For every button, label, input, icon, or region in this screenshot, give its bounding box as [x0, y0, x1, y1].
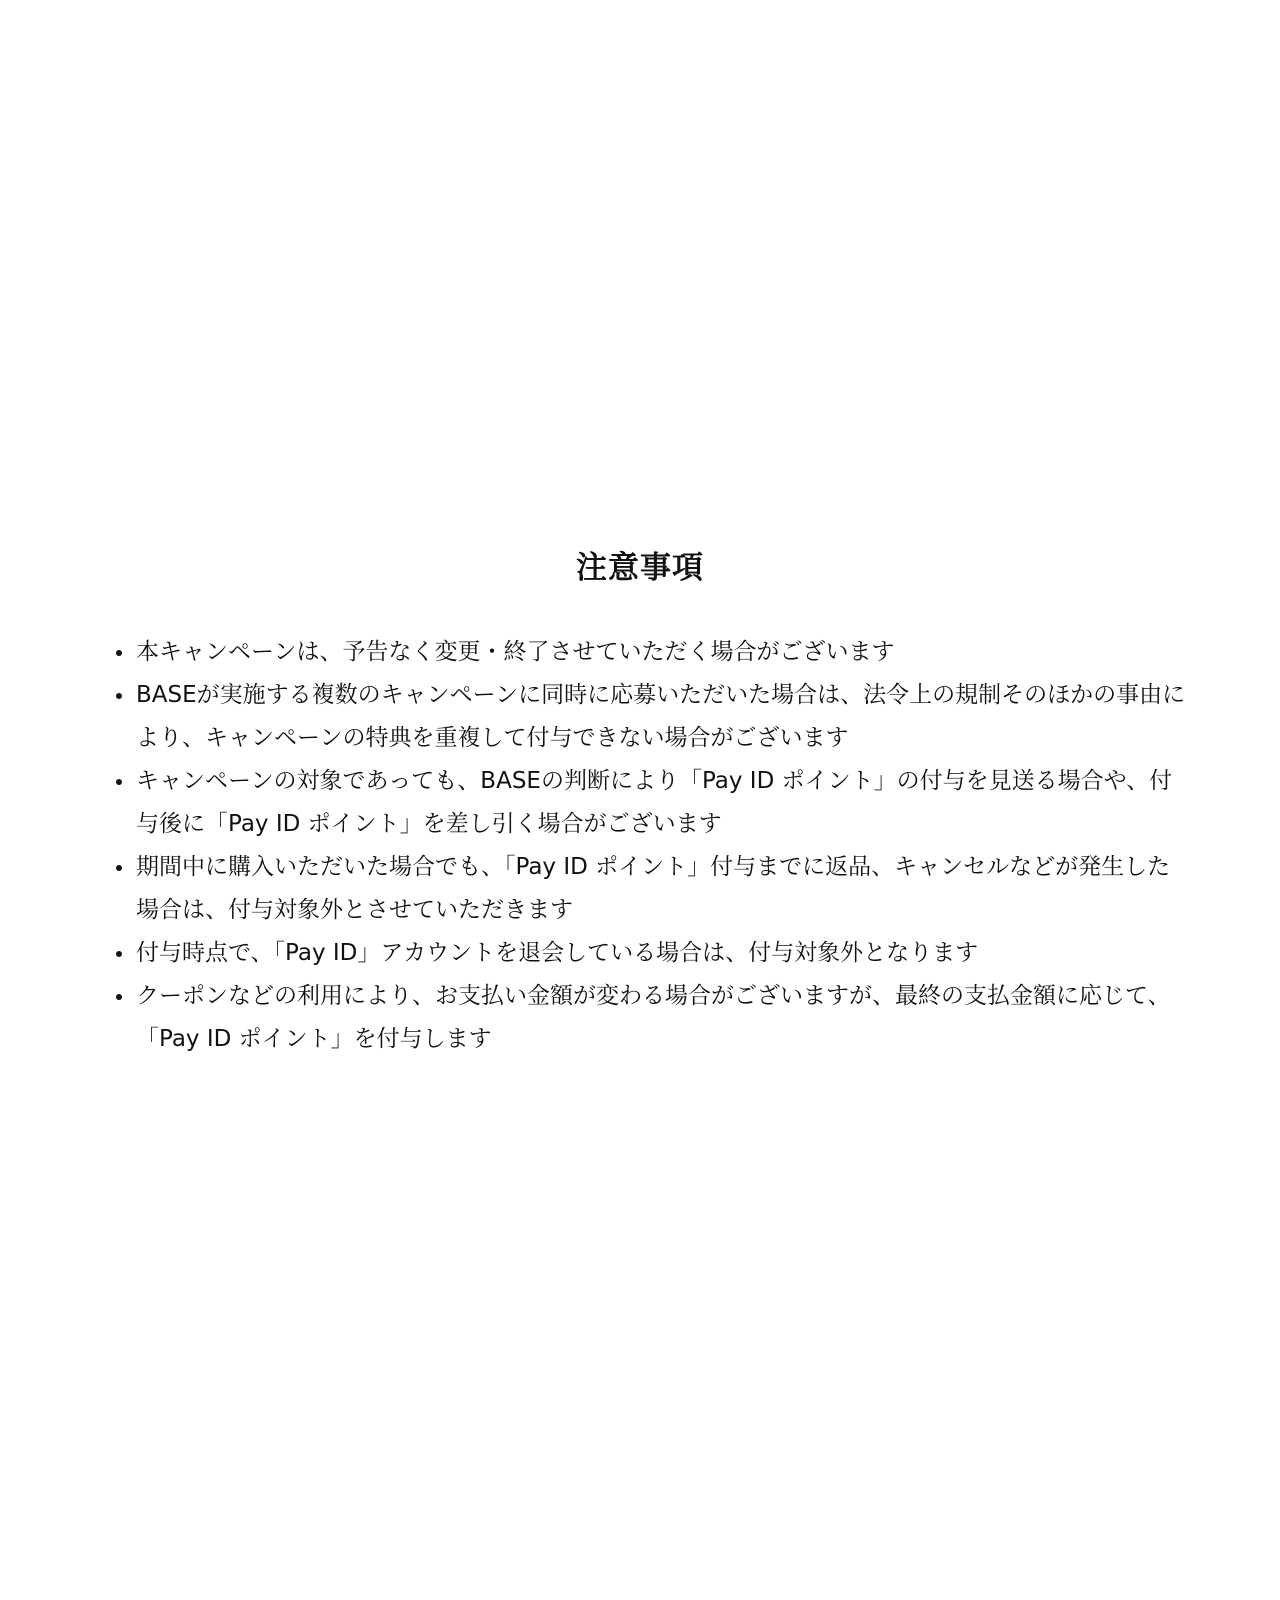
notice-item: 期間中に購入いただいた場合でも、「Pay ID ポイント」付与までに返品、キャンセルなどが発生した場合は、付与対象外とさせていただきます: [116, 846, 1186, 932]
notice-section: [0, 548, 1280, 1052]
notice-list: [116, 631, 1186, 1061]
notice-item: 本キャンペーンは、予告なく変更・終了させていただく場合がございます: [116, 631, 1186, 674]
notice-item: BASEが実施する複数のキャンペーンに同時に応募いただいた場合は、法令上の規制そのほかの事由により、キャンペーンの特典を重複して付与できない場合がございます: [116, 674, 1186, 760]
notice-item: クーポンなどの利用により、お支払い金額が変わる場合がございますが、最終の支払金額に応じて、「Pay ID ポイント」を付与します: [116, 975, 1186, 1061]
notice-item: 付与時点で、「Pay ID」アカウントを退会している場合は、付与対象外となります: [116, 932, 1186, 975]
notice-title: 注意事項: [576, 550, 704, 586]
notice-item: キャンペーンの対象であっても、BASEの判断により「Pay ID ポイント」の付与を見送る場合や、付与後に「Pay ID ポイント」を差し引く場合がございます: [116, 760, 1186, 846]
